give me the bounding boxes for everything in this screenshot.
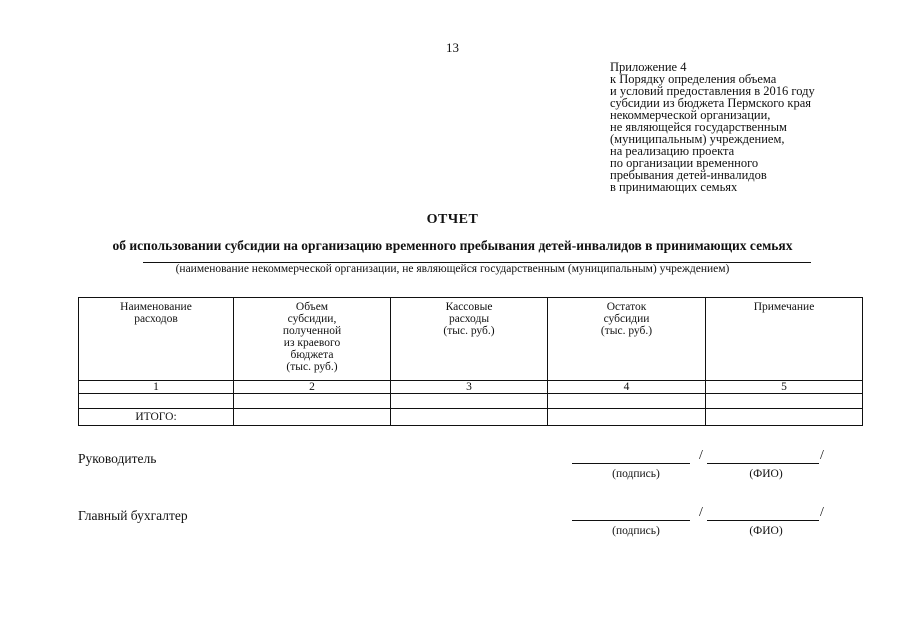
appendix-line: некоммерческой организации,: [610, 108, 771, 122]
appendix-line: Приложение 4: [610, 60, 687, 74]
table-cell[interactable]: [79, 394, 234, 409]
appendix-line: по организации временного: [610, 156, 759, 170]
appendix-line: (муниципальным) учреждением,: [610, 132, 785, 146]
separator: /: [699, 505, 703, 520]
table-row: [79, 394, 863, 409]
column-number: 5: [706, 381, 863, 394]
signature-role-director: Руководитель: [78, 451, 157, 466]
page-number: 13: [446, 40, 459, 55]
appendix-line: на реализацию проекта: [610, 144, 735, 158]
column-number-row: [79, 381, 863, 394]
appendix-line: субсидии из бюджета Пермского края: [610, 96, 812, 110]
appendix-note: [610, 61, 900, 193]
report-table: [78, 297, 863, 426]
column-number: 4: [548, 381, 706, 394]
appendix-line: к Порядку определения объема: [610, 72, 777, 86]
organization-caption: (наименование некоммерческой организации, не являющейся государственным (муниципальным) учреждением): [175, 263, 730, 275]
table-cell[interactable]: [234, 394, 391, 409]
column-number: 1: [79, 381, 234, 394]
total-label: ИТОГО:: [79, 409, 234, 426]
name-line-director[interactable]: [707, 463, 819, 464]
total-row: [79, 409, 863, 426]
table-cell[interactable]: [548, 394, 706, 409]
table-cell[interactable]: [706, 409, 863, 426]
name-line-accountant[interactable]: [707, 520, 819, 521]
signature-line-director[interactable]: [572, 463, 690, 464]
separator: /: [699, 448, 703, 463]
table-cell[interactable]: [548, 409, 706, 426]
header-subsidy-balance: Остаток субсидии (тыс. руб.): [548, 298, 706, 381]
name-caption: (ФИО): [749, 468, 783, 480]
appendix-line: не являющейся государственным: [610, 120, 787, 134]
header-cash-expenses: Кассовые расходы (тыс. руб.): [391, 298, 548, 381]
signature-caption: (подпись): [612, 468, 660, 480]
header-note: Примечание: [706, 298, 863, 381]
signature-role-chief-accountant: Главный бухгалтер: [78, 508, 188, 523]
name-caption: (ФИО): [749, 525, 783, 537]
appendix-line: в принимающих семьях: [610, 180, 738, 194]
header-subsidy-amount: Объем субсидии, полученной из краевого бюджета (тыс. руб.): [234, 298, 391, 381]
column-number: 2: [234, 381, 391, 394]
table-cell[interactable]: [234, 409, 391, 426]
document-subtitle: об использовании субсидии на организацию временного пребывания детей-инвалидов в принимающих семьях: [112, 238, 793, 253]
table-cell[interactable]: [391, 394, 548, 409]
signature-caption: (подпись): [612, 525, 660, 537]
separator: /: [820, 505, 824, 520]
table-cell[interactable]: [391, 409, 548, 426]
table-header-row: [79, 298, 863, 381]
table-cell[interactable]: [706, 394, 863, 409]
document-title: ОТЧЕТ: [426, 212, 479, 227]
appendix-line: и условий предоставления в 2016 году: [610, 84, 815, 98]
header-expense-name: Наименование расходов: [79, 298, 234, 381]
appendix-line: пребывания детей-инвалидов: [610, 168, 767, 182]
separator: /: [820, 448, 824, 463]
column-number: 3: [391, 381, 548, 394]
signature-line-accountant[interactable]: [572, 520, 690, 521]
